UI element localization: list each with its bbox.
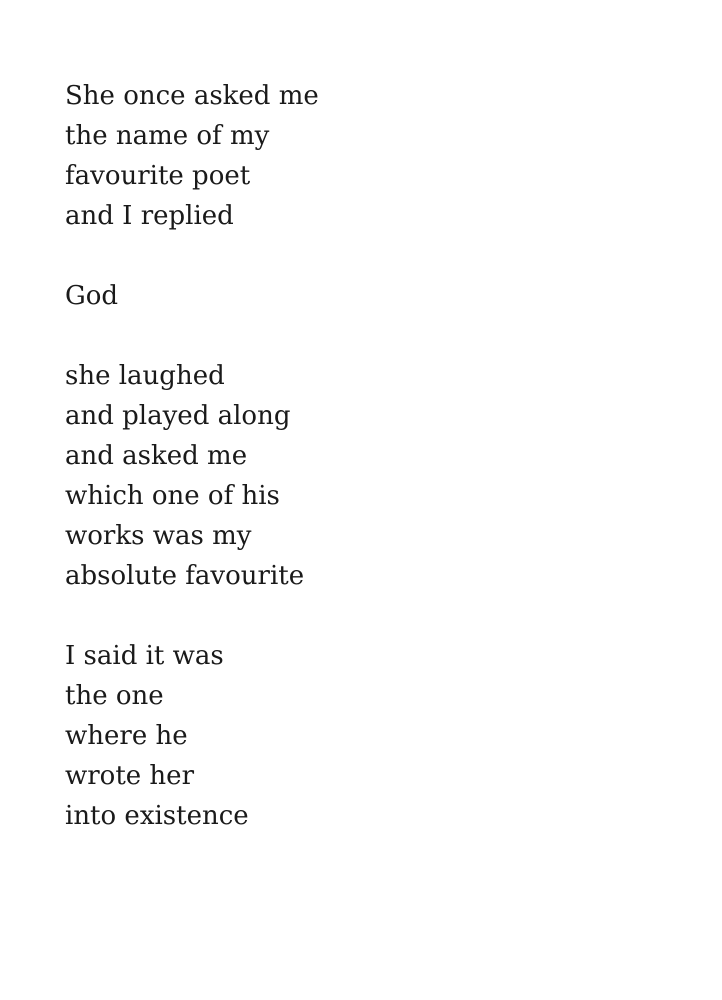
poem-line: into existence [65, 801, 249, 831]
poem-line: where he [65, 721, 188, 751]
poem-line: and played along [65, 401, 291, 431]
poem-stanza-3 [65, 356, 319, 596]
poem-stanza-2 [65, 276, 319, 316]
poem-body [65, 76, 319, 876]
poem-stanza-1 [65, 76, 319, 236]
poem-line: the one [65, 681, 164, 711]
poem-line: works was my [65, 521, 252, 551]
poem-line: the name of my [65, 121, 270, 151]
poem-stanza-4 [65, 636, 319, 836]
poem-line: she laughed [65, 361, 225, 391]
poem-line: which one of his [65, 481, 280, 511]
poem-line: and I replied [65, 201, 234, 231]
poem-line: and asked me [65, 441, 248, 471]
poem-line: absolute favourite [65, 561, 305, 591]
poem-line: favourite poet [65, 161, 251, 191]
poem-line: She once asked me [65, 81, 319, 111]
poem-line: wrote her [65, 761, 194, 791]
poem-line: I said it was [65, 641, 224, 671]
poem-line: God [65, 281, 119, 311]
